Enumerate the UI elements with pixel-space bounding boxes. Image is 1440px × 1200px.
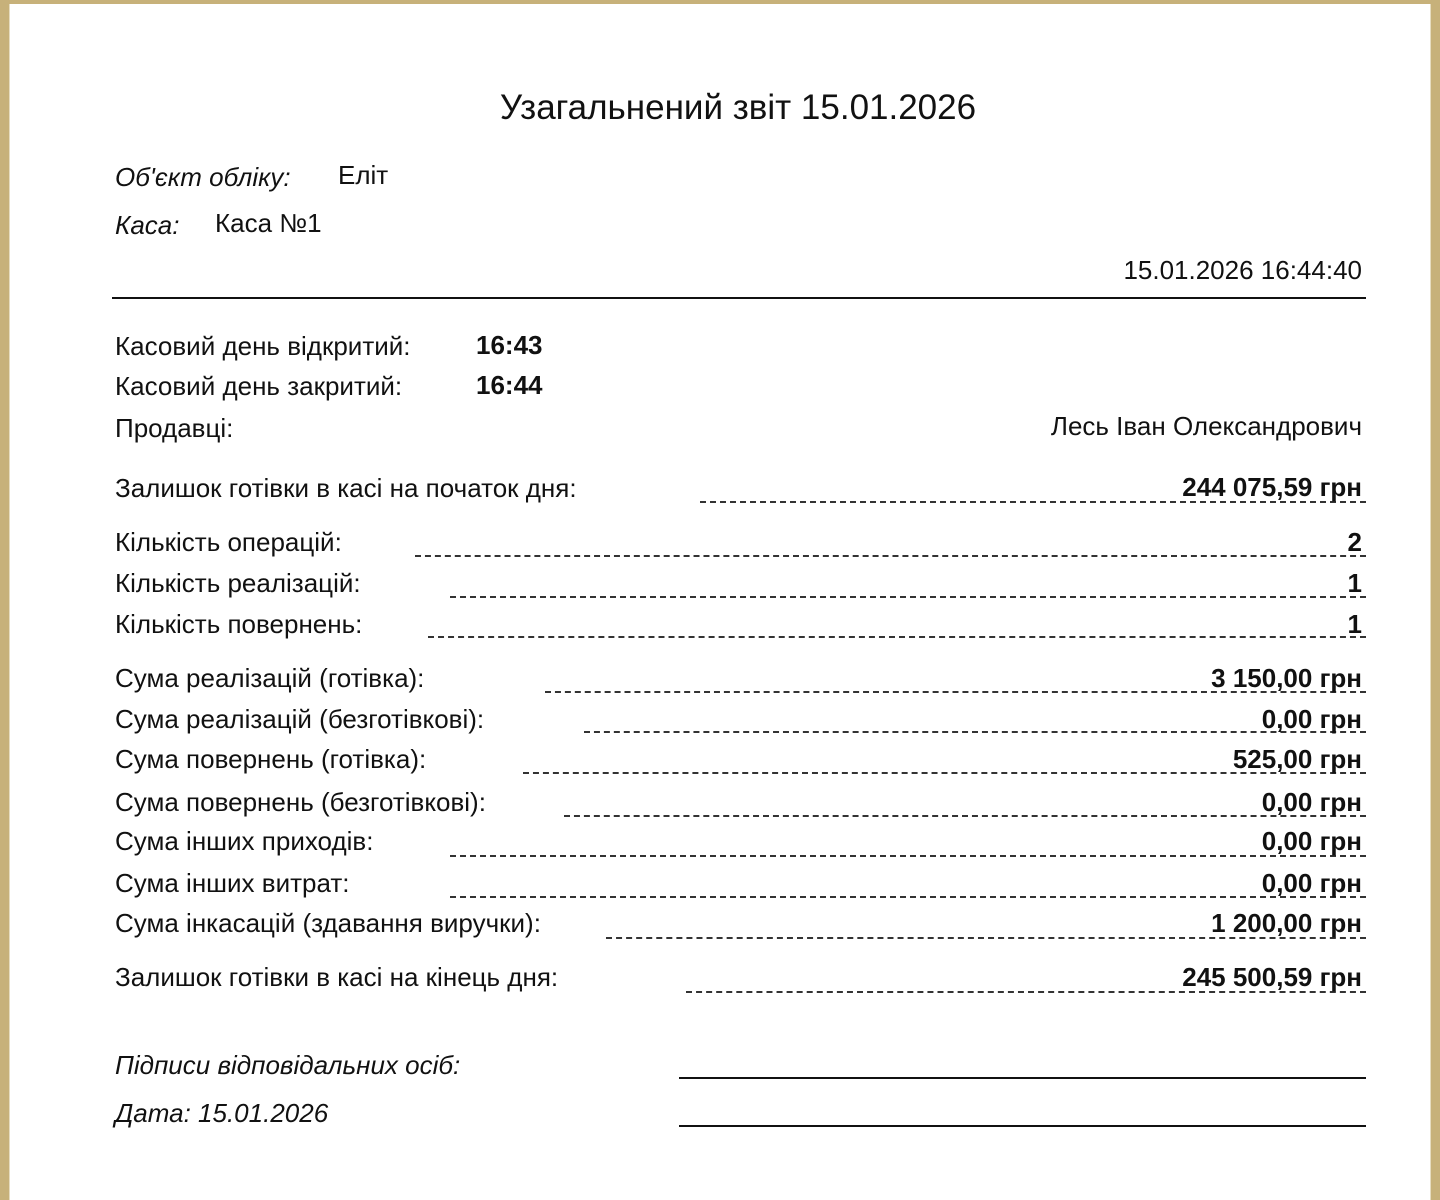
row-label-sales-count: Кількість реалізацій: bbox=[115, 568, 361, 598]
dotted-leader bbox=[450, 855, 1366, 857]
day-closed-value: 16:44 bbox=[476, 370, 543, 400]
row-value-sales-cash: 3 150,00 грн bbox=[1211, 663, 1362, 693]
row-label-closing-balance: Залишок готівки в касі на кінець дня: bbox=[115, 962, 559, 992]
dotted-leader bbox=[450, 596, 1366, 598]
row-value-sales-count: 1 bbox=[1347, 568, 1362, 598]
row-label-other-expenses: Сума інших витрат: bbox=[115, 868, 350, 898]
row-value-other-expenses: 0,00 грн bbox=[1261, 868, 1362, 898]
date-signature-line bbox=[679, 1125, 1366, 1127]
row-label-operations-count: Кількість операцій: bbox=[115, 527, 342, 557]
dotted-leader bbox=[415, 555, 1366, 557]
signature-date: Дата: 15.01.2026 bbox=[115, 1098, 329, 1128]
row-value-collections: 1 200,00 грн bbox=[1211, 908, 1362, 938]
row-value-other-income: 0,00 грн bbox=[1261, 826, 1362, 856]
dotted-leader bbox=[584, 731, 1366, 733]
day-closed-label: Касовий день закритий: bbox=[115, 371, 403, 401]
row-value-operations-count: 2 bbox=[1347, 527, 1362, 557]
sellers-label: Продавці: bbox=[115, 413, 234, 443]
sellers-value: Лесь Іван Олександрович bbox=[1050, 411, 1362, 441]
row-value-opening-balance: 244 075,59 грн bbox=[1182, 472, 1362, 502]
signatures-label: Підписи відповідальних осіб: bbox=[115, 1050, 461, 1080]
row-value-returns-count: 1 bbox=[1347, 609, 1362, 639]
row-label-returns-count: Кількість повернень: bbox=[115, 609, 363, 639]
report-timestamp: 15.01.2026 16:44:40 bbox=[1123, 255, 1362, 285]
object-label: Об'єкт обліку: bbox=[115, 162, 291, 192]
signature-line bbox=[679, 1077, 1366, 1079]
cashbox-value: Каса №1 bbox=[215, 208, 322, 238]
row-value-returns-cashless: 0,00 грн bbox=[1261, 787, 1362, 817]
row-label-other-income: Сума інших приходів: bbox=[115, 826, 374, 856]
row-label-returns-cashless: Сума повернень (безготівкові): bbox=[115, 787, 486, 817]
object-value: Еліт bbox=[338, 160, 389, 190]
row-value-closing-balance: 245 500,59 грн bbox=[1182, 962, 1362, 992]
row-label-sales-cash: Сума реалізацій (готівка): bbox=[115, 663, 425, 693]
dotted-leader bbox=[450, 896, 1366, 898]
row-label-sales-cashless: Сума реалізацій (безготівкові): bbox=[115, 704, 485, 734]
dotted-leader bbox=[428, 636, 1366, 638]
day-opened-value: 16:43 bbox=[476, 330, 543, 360]
cashbox-label: Каса: bbox=[115, 210, 180, 240]
row-value-sales-cashless: 0,00 грн bbox=[1261, 704, 1362, 734]
day-opened-label: Касовий день відкритий: bbox=[115, 331, 411, 361]
report-title: Узагальнений звіт 15.01.2026 bbox=[499, 88, 977, 127]
row-label-opening-balance: Залишок готівки в касі на початок дня: bbox=[115, 473, 577, 503]
row-label-collections: Сума інкасацій (здавання виручки): bbox=[115, 908, 541, 938]
header-divider bbox=[112, 297, 1366, 299]
row-label-returns-cash: Сума повернень (готівка): bbox=[115, 744, 427, 774]
dotted-leader bbox=[564, 815, 1366, 817]
row-value-returns-cash: 525,00 грн bbox=[1232, 744, 1362, 774]
